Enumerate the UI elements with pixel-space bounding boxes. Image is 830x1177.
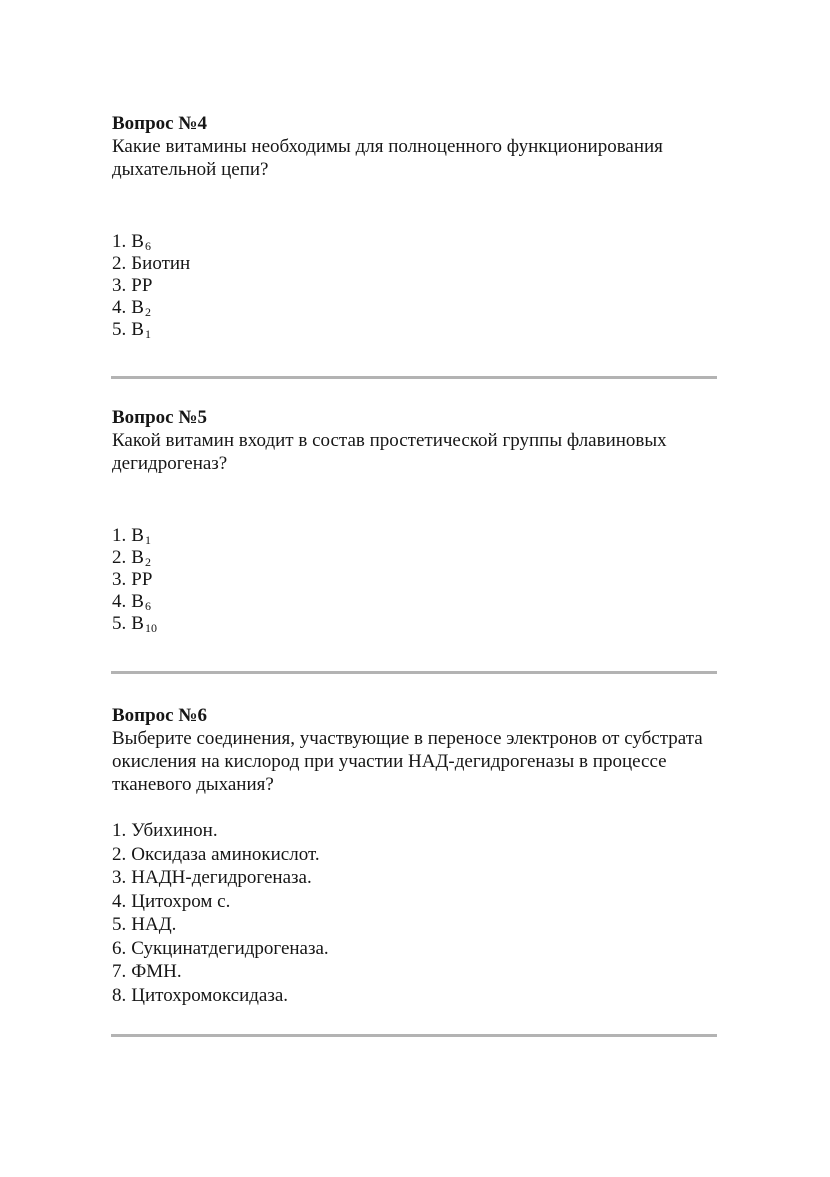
option-number: 7.	[112, 961, 127, 982]
answer-option	[112, 591, 712, 613]
option-number: 2.	[112, 843, 127, 865]
option-number: 1.	[112, 231, 127, 252]
option-number: 4.	[112, 890, 127, 912]
option-subscript: 1	[144, 327, 151, 341]
option-text: PP	[131, 275, 153, 296]
question-5	[112, 406, 712, 635]
question-text: Какие витамины необходимы для полноценного функционирования дыхательной цепи?	[112, 136, 663, 180]
option-subscript: 2	[144, 305, 151, 319]
question-title: Вопрос №6	[112, 705, 207, 726]
answer-option	[112, 913, 712, 937]
option-subscript: 2	[144, 555, 151, 569]
answer-option	[112, 297, 712, 319]
option-number: 2.	[112, 253, 127, 274]
option-text: B	[131, 525, 144, 546]
answer-option	[112, 275, 712, 297]
answer-option	[112, 890, 712, 914]
option-number: 1.	[112, 820, 127, 841]
option-text: НАДН-дегидрогеназа.	[131, 867, 312, 888]
option-number: 4.	[112, 297, 127, 318]
question-4	[112, 112, 712, 341]
option-text: Биотин	[131, 253, 191, 274]
section-divider	[111, 376, 717, 379]
option-text: B	[131, 231, 144, 252]
option-number: 5.	[112, 613, 127, 634]
answer-option	[112, 819, 712, 843]
answer-option	[112, 253, 712, 275]
option-text: Цитохромоксидаза.	[131, 984, 289, 1006]
option-text: PP	[131, 569, 153, 590]
option-text: Оксидаза аминокислот.	[131, 843, 320, 865]
option-subscript: 6	[144, 599, 151, 613]
option-number: 2.	[112, 547, 127, 568]
answer-options	[112, 819, 712, 1007]
option-text: B	[131, 613, 144, 634]
option-text: Сукцинатдегидрогеназа.	[131, 937, 329, 959]
answer-options	[112, 231, 712, 341]
question-title: Вопрос №4	[112, 113, 207, 134]
answer-option	[112, 525, 712, 547]
answer-option	[112, 319, 712, 341]
option-number: 6.	[112, 937, 127, 959]
option-number: 5.	[112, 319, 127, 340]
answer-option	[112, 984, 712, 1008]
answer-options	[112, 525, 712, 635]
answer-option	[112, 547, 712, 569]
question-text: Выберите соединения, участвующие в переносе электронов от субстрата окисления на кислород при участии НАД-дегидрогеназы в процессе тканевого дыхания?	[112, 728, 703, 795]
option-subscript: 10	[144, 621, 157, 635]
answer-option	[112, 843, 712, 867]
option-text: Убихинон.	[131, 820, 218, 841]
answer-option	[112, 937, 712, 961]
answer-option	[112, 866, 712, 890]
option-text: B	[131, 547, 144, 568]
answer-option	[112, 569, 712, 591]
option-number: 1.	[112, 525, 127, 546]
option-text: B	[131, 297, 144, 318]
option-text: Цитохром с.	[131, 890, 231, 912]
question-title: Вопрос №5	[112, 407, 207, 428]
option-number: 3.	[112, 275, 127, 296]
option-number: 8.	[112, 984, 127, 1006]
option-text: B	[131, 319, 144, 340]
option-text: НАД.	[131, 914, 177, 935]
question-6	[112, 704, 712, 1007]
answer-option	[112, 231, 712, 253]
option-number: 3.	[112, 867, 127, 888]
option-text: ФМН.	[131, 961, 182, 982]
answer-option	[112, 960, 712, 984]
section-divider	[111, 671, 717, 674]
option-text: B	[131, 591, 144, 612]
option-subscript: 6	[144, 239, 151, 253]
answer-option	[112, 613, 712, 635]
question-text: Какой витамин входит в состав простетической группы флавиновых дегидрогеназ?	[112, 430, 667, 474]
option-number: 3.	[112, 569, 127, 590]
section-divider	[111, 1034, 717, 1037]
option-number: 5.	[112, 914, 127, 935]
option-subscript: 1	[144, 533, 151, 547]
option-number: 4.	[112, 591, 127, 612]
